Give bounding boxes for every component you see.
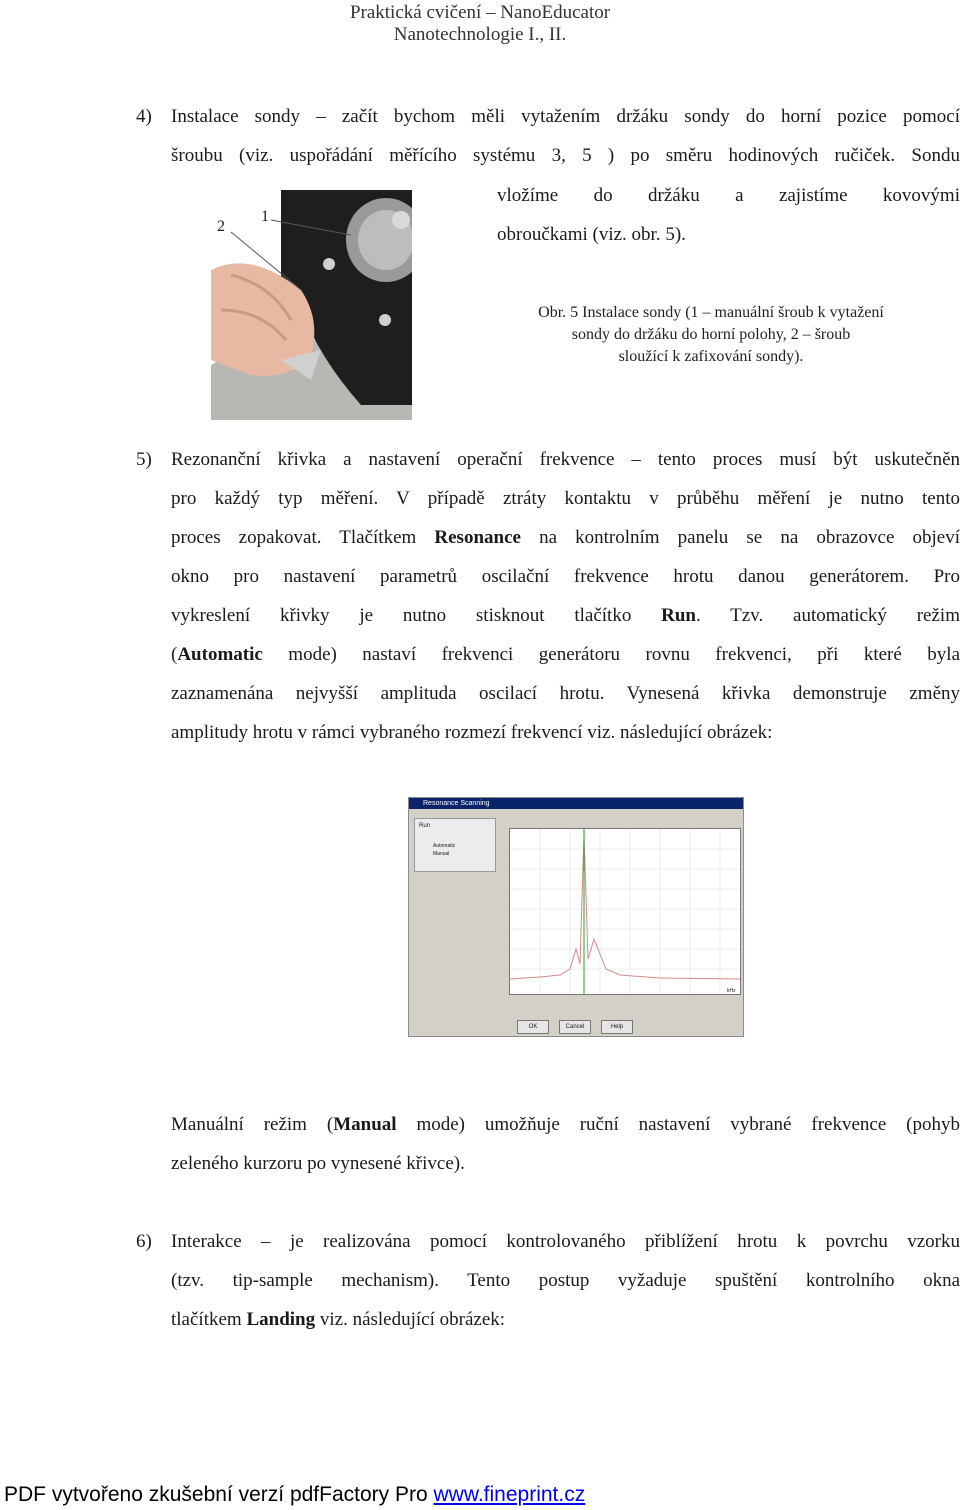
section-5-line-7: zaznamenána nejvyšší amplituda oscilací hrotu. Vynesená křivka demonstruje změny xyxy=(171,683,960,704)
resonance-window-screenshot xyxy=(408,797,744,1037)
text-run: mode) nastaví frekvenci generátoru rovnu frekvenci, při které byla xyxy=(262,644,960,665)
footer-link[interactable]: www.fineprint.cz xyxy=(433,1483,586,1506)
text-run: vykreslení křivky je nutno stisknout tlačítko xyxy=(171,605,662,626)
text-run: Manuální režim ( xyxy=(171,1114,334,1135)
probe-installation-photo xyxy=(211,180,412,420)
mode-automatic[interactable]: Automatic xyxy=(433,843,456,849)
section-5-line-6 xyxy=(171,635,960,674)
run-button[interactable]: Run xyxy=(419,823,431,829)
text-run: na kontrolním panelu se na obrazovce objeví xyxy=(520,527,960,548)
photo-label-2: 2 xyxy=(217,218,225,235)
help-button[interactable] xyxy=(601,1020,633,1034)
section-5-number: 5) xyxy=(136,449,152,470)
mode-manual[interactable]: Manual xyxy=(433,851,450,857)
section-6-line-2: (tzv. tip-sample mechanism). Tento postup vyžaduje spuštění kontrolního okna xyxy=(171,1270,960,1291)
window-title: Resonance Scanning xyxy=(423,800,490,807)
figure-5-caption-line-3: sloužící k zafixování sondy). xyxy=(618,348,804,365)
section-4-line-1: Instalace sondy – začít bychom měli vytažením držáku sondy do horní pozice pomocí xyxy=(171,106,960,127)
section-5-line-8: amplitudy hrotu v rámci vybraného rozmezí frekvencí viz. následující obrázek: xyxy=(171,722,773,743)
section-5-line-2: pro každý typ měření. V případě ztráty kontaktu v průběhu měření je nutno tento xyxy=(171,488,960,509)
text-run: proces zopakovat. Tlačítkem xyxy=(171,527,435,548)
ok-label: OK xyxy=(528,1024,538,1030)
section-4-line-2: šroubu (viz. uspořádání měřícího systému 3, 5 ) po směru hodinových ručiček. Sondu xyxy=(171,145,960,166)
settings-panel xyxy=(414,818,496,872)
plot-area xyxy=(509,828,741,995)
resonance-term: Resonance xyxy=(434,527,521,548)
manual-line-1 xyxy=(171,1105,960,1144)
section-4-line-3: vložíme do držáku a zajistíme kovovými xyxy=(497,185,960,206)
text-run: . Tzv. automatický režim xyxy=(695,605,960,626)
figure-5-caption-line-2: sondy do držáku do horní polohy, 2 – šroub xyxy=(571,326,851,343)
section-5-line-1: Rezonanční křivka a nastavení operační frekvence – tento proces musí být uskutečněn xyxy=(171,449,960,470)
manual-line-2: zeleného kurzoru po vynesené křivce). xyxy=(171,1153,465,1174)
section-4-number: 4) xyxy=(136,106,152,127)
header-title: Praktická cvičení – NanoEducator xyxy=(349,2,611,23)
section-5-line-4: okno pro nastavení parametrů oscilační frekvence hrotu danou generátorem. Pro xyxy=(171,566,960,587)
ok-button[interactable] xyxy=(517,1020,549,1034)
text-run: viz. následující obrázek: xyxy=(315,1309,506,1330)
run-term: Run xyxy=(661,605,696,626)
page-header xyxy=(0,2,960,46)
photo-label-1: 1 xyxy=(261,208,269,225)
text-run: mode) umožňuje ruční nastavení vybrané frekvence (pohyb xyxy=(396,1114,960,1135)
section-6-line-1: Interakce – je realizována pomocí kontrolovaného přiblížení hrotu k povrchu vzorku xyxy=(171,1231,960,1252)
manual-term: Manual xyxy=(333,1114,397,1135)
photo-illustration xyxy=(211,180,412,420)
section-5-line-5 xyxy=(171,596,960,635)
text-run: ( xyxy=(171,644,178,665)
section-6-line-3 xyxy=(171,1300,505,1339)
landing-term: Landing xyxy=(246,1309,316,1330)
figure-5-caption-line-1: Obr. 5 Instalace sondy (1 – manuální šroub k vytažení xyxy=(538,304,884,321)
header-subtitle: Nanotechnologie I., II. xyxy=(393,24,567,45)
section-6-number: 6) xyxy=(136,1231,152,1252)
window-titlebar xyxy=(409,798,743,809)
footer-text: PDF vytvořeno zkušební verzí pdfFactory Pro xyxy=(4,1483,434,1506)
pdf-footer xyxy=(4,1482,585,1508)
help-label: Help xyxy=(610,1024,624,1030)
frequency-axis-label: kHz xyxy=(727,988,736,994)
section-5-line-3 xyxy=(171,518,960,557)
automatic-term: Automatic xyxy=(177,644,263,665)
cancel-button[interactable] xyxy=(559,1020,591,1034)
cancel-label: Cancel xyxy=(565,1024,585,1030)
resonance-curve-plot xyxy=(510,829,740,994)
text-run: tlačítkem xyxy=(171,1309,247,1330)
section-4-line-4: obroučkami (viz. obr. 5). xyxy=(497,224,686,245)
